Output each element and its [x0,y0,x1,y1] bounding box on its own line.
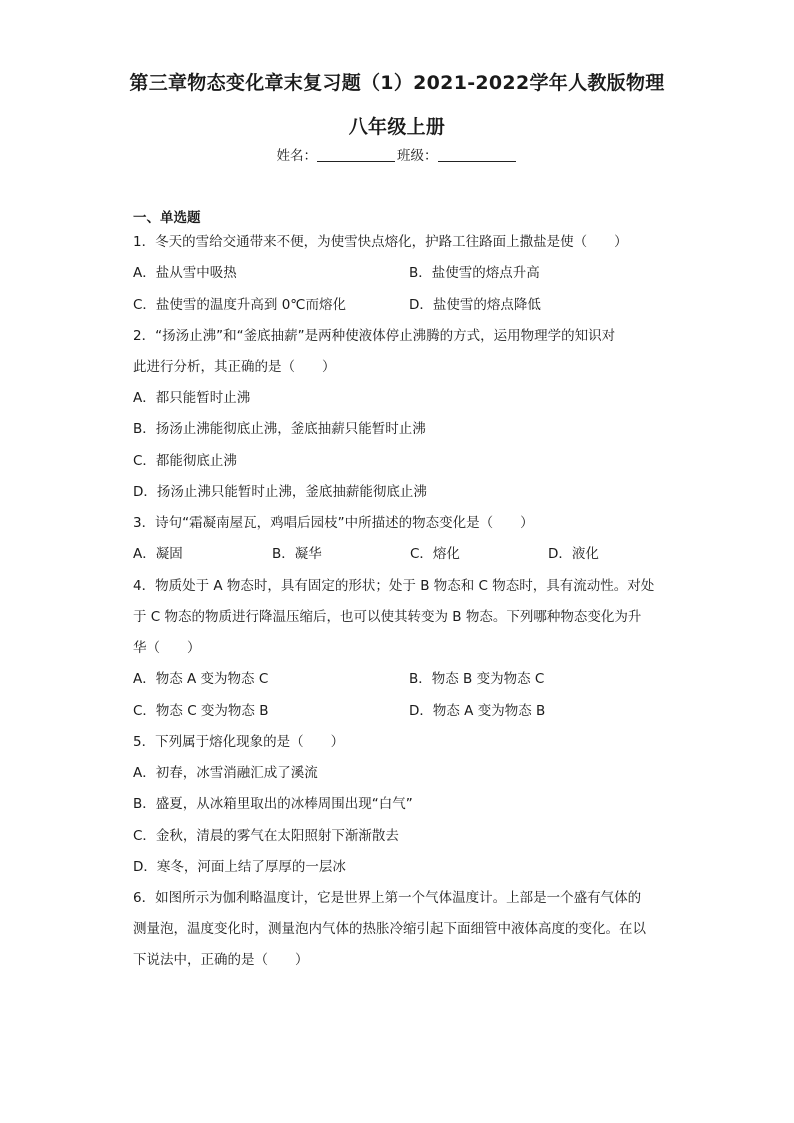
q2-stem-line-2: 此进行分析，其正确的是（ ） [133,359,336,375]
q1-option-b: B．盐使雪的熔点升高 [409,265,540,281]
q3-option-a: A．凝固 [133,546,183,562]
student-info-row [0,144,794,164]
q6-stem-line-3: 下说法中，正确的是（ ） [133,952,309,968]
q2-option-c: C．都能彻底止沸 [133,453,237,469]
q5-option-d: D．寒冬，河面上结了厚厚的一层冰 [133,859,346,875]
q5-option-a: A．初春，冰雪消融汇成了溪流 [133,765,318,781]
page-title-line-2: 八年级上册 [348,116,446,138]
class-blank[interactable] [438,147,516,162]
q5-option-c: C．金秋，清晨的雾气在太阳照射下渐渐散去 [133,828,399,844]
name-blank[interactable] [317,147,395,162]
q3-option-b: B．凝华 [272,546,322,562]
q3-option-c: C．熔化 [410,546,460,562]
section-heading: 一、单选题 [133,210,201,226]
q2-option-b: B．扬汤止沸能彻底止沸，釜底抽薪只能暂时止沸 [133,421,426,437]
name-label: 姓名： [276,148,317,164]
q4-option-c: C．物态 C 变为物态 B [133,703,269,719]
q1-option-a: A．盐从雪中吸热 [133,265,237,281]
q4-option-b: B．物态 B 变为物态 C [409,671,545,687]
class-label: 班级： [397,148,438,164]
page-title-line-1: 第三章物态变化章末复习题（1）2021-2022学年人教版物理 [129,72,665,94]
q1-option-d: D．盐使雪的熔点降低 [409,297,541,313]
q2-stem-line-1: 2．“扬汤止沸”和“釜底抽薪”是两种使液体停止沸腾的方式，运用物理学的知识对 [133,328,616,344]
q4-option-d: D．物态 A 变为物态 B [409,703,546,719]
q3-option-d: D．液化 [548,546,599,562]
q3-stem: 3．诗句“霜凝南屋瓦，鸡唱后园枝”中所描述的物态变化是（ ） [133,515,534,531]
q2-option-a: A．都只能暂时止沸 [133,390,251,406]
q4-stem-line-1: 4．物质处于 A 物态时，具有固定的形状；处于 B 物态和 C 物态时，具有流动性。对处 [133,578,655,594]
q6-stem-line-2: 测量泡，温度变化时，测量泡内气体的热胀冷缩引起下面细管中液体高度的变化。在以 [133,921,646,937]
q5-option-b: B．盛夏，从冰箱里取出的冰棒周围出现“白气” [133,796,413,812]
q1-stem: 1．冬天的雪给交通带来不便，为使雪快点熔化，护路工往路面上撒盐是使（ ） [133,234,628,250]
q4-stem-line-3: 华（ ） [133,640,201,656]
q4-stem-line-2: 于 C 物态的物质进行降温压缩后，也可以使其转变为 B 物态。下列哪种物态变化为升 [133,609,642,625]
q5-stem: 5．下列属于熔化现象的是（ ） [133,734,345,750]
q4-option-a: A．物态 A 变为物态 C [133,671,269,687]
q6-stem-line-1: 6．如图所示为伽利略温度计，它是世界上第一个气体温度计。上部是一个盛有气体的 [133,890,642,906]
q1-option-c: C．盐使雪的温度升高到 0℃而熔化 [133,297,346,313]
q2-option-d: D．扬汤止沸只能暂时止沸，釜底抽薪能彻底止沸 [133,484,427,500]
